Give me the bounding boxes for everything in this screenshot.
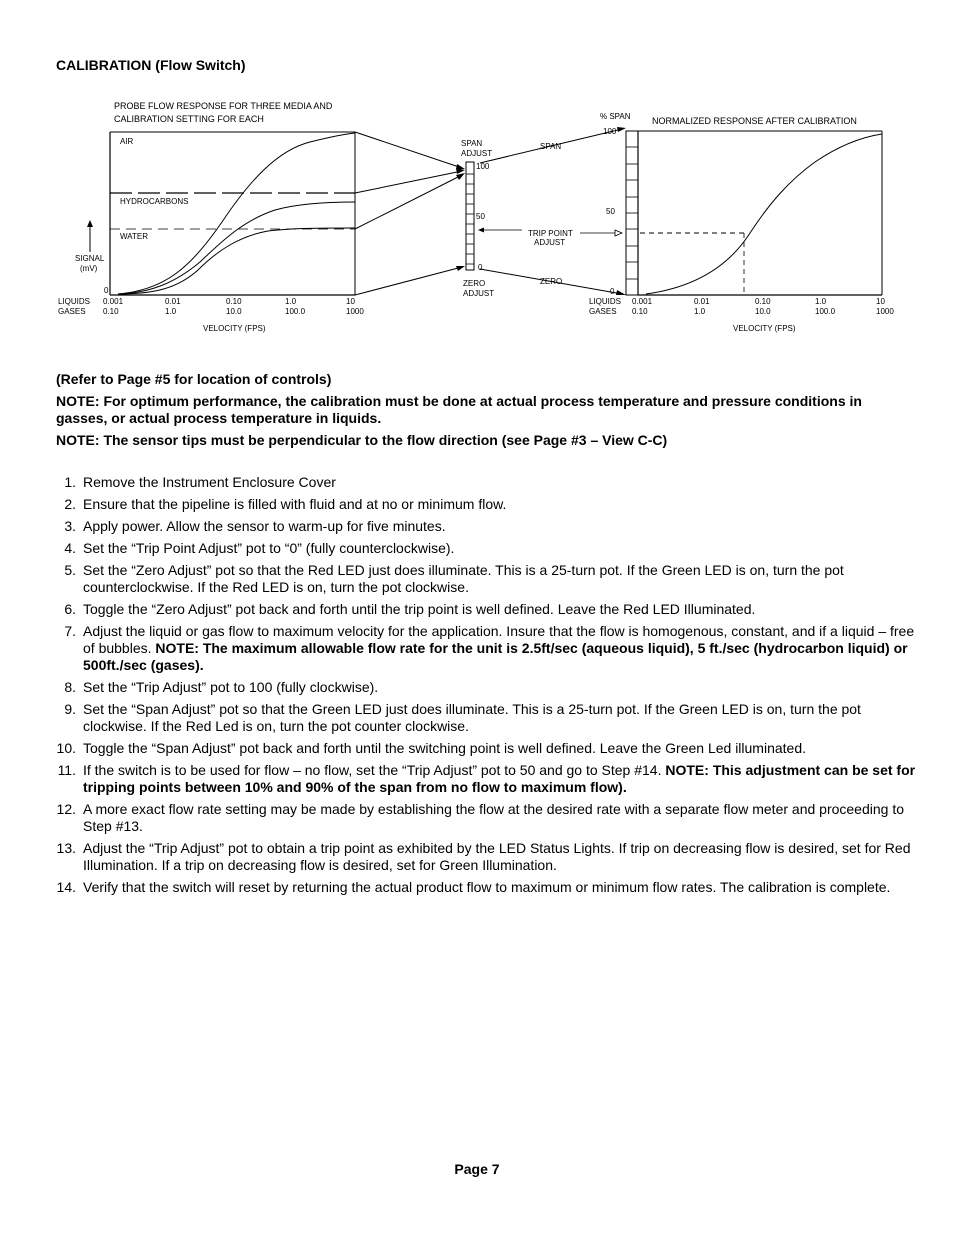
step-number: 10.: [56, 740, 76, 756]
left-gas-tick: 100.0: [285, 307, 306, 316]
step-text: Set the “Trip Point Adjust” pot to “0” (fully counterclockwise).: [83, 540, 455, 556]
right-gas-tick: 1.0: [694, 307, 706, 316]
span-adjust-label-line1: SPAN: [461, 139, 483, 148]
pot-tick-0: 0: [478, 263, 483, 272]
left-liquid-tick: 1.0: [285, 297, 297, 306]
pct-span-label: % SPAN: [600, 112, 631, 121]
step-text: Toggle the “Zero Adjust” pot back and forth until the trip point is well defined. Leave the Red LED Illuminated.: [83, 601, 756, 617]
step-item: [56, 879, 916, 896]
zero-adjust-label-line1: ZERO: [463, 279, 486, 288]
step-number: 4.: [64, 540, 76, 556]
step-text: Verify that the switch will reset by returning the actual product flow to maximum or minimum flow rates. The calibration is complete.: [83, 879, 891, 895]
left-liquid-tick: 0.10: [226, 297, 242, 306]
step-number: 13.: [56, 840, 76, 856]
right-gas-tick: 1000: [876, 307, 894, 316]
step-number: 1.: [64, 474, 76, 490]
step-item: [56, 518, 916, 535]
left-row-gases: GASES: [58, 307, 86, 316]
step-bold-note: NOTE: The maximum allowable flow rate for the unit is 2.5ft/sec (aqueous liquid), 5 ft./sec (hydrocarbon liquid) or 500ft./sec (gases).: [83, 640, 908, 673]
step-number: 9.: [64, 701, 76, 717]
step-number: 2.: [64, 496, 76, 512]
air-label: AIR: [120, 137, 134, 146]
trip-point-label-line2: ADJUST: [534, 238, 566, 247]
step-item: [56, 562, 916, 596]
air-to-span-line: [355, 132, 462, 168]
pct-scale-ticks: [626, 147, 638, 279]
step-item: [56, 801, 916, 835]
page-number: Page 7: [454, 1161, 500, 1177]
step-item: [56, 540, 916, 557]
step-text: Toggle the “Span Adjust” pot back and forth until the switching point is well defined. Leave the Green Led illuminated.: [83, 740, 807, 756]
trip-point-label-line1: TRIP POINT: [528, 229, 573, 238]
water-curve: [118, 228, 355, 294]
calibration-figure: [0, 0, 954, 345]
step-number: 6.: [64, 601, 76, 617]
span-adjust-label-line2: ADJUST: [461, 149, 493, 158]
baseline-to-zero-line: [355, 267, 462, 295]
step-text: Set the “Trip Adjust” pot to 100 (fully clockwise).: [83, 679, 379, 695]
step-number: 12.: [56, 801, 76, 817]
calibration-pot: [461, 127, 626, 298]
right-velocity-label: VELOCITY (FPS): [733, 324, 796, 333]
right-title: NORMALIZED RESPONSE AFTER CALIBRATION: [652, 116, 857, 126]
left-gas-tick: 1.0: [165, 307, 177, 316]
step-item: [56, 740, 916, 757]
left-liquid-tick: 10: [346, 297, 355, 306]
step-item: [56, 762, 916, 796]
pot-tick-50: 50: [476, 212, 485, 221]
connectors: [355, 132, 465, 295]
hydrocarbons-curve: [118, 202, 355, 294]
right-liquid-tick: 10: [876, 297, 885, 306]
left-title-line1: PROBE FLOW RESPONSE FOR THREE MEDIA AND: [114, 101, 333, 111]
right-liquid-tick: 0.01: [694, 297, 710, 306]
pct-tick-100: 100: [603, 127, 617, 136]
step-text: Apply power. Allow the sensor to warm-up for five minutes.: [83, 518, 446, 534]
right-row-gases: GASES: [589, 307, 617, 316]
hydrocarbons-to-span-line: [355, 171, 462, 193]
right-liquid-tick: 0.10: [755, 297, 771, 306]
air-curve: [118, 133, 355, 294]
pot-tick-marks: [466, 174, 474, 264]
zero-connector-label: ZERO: [540, 277, 563, 286]
right-liquid-tick: 1.0: [815, 297, 827, 306]
right-gas-tick: 0.10: [632, 307, 648, 316]
trip-right-arrowhead: [615, 230, 622, 236]
step-text: If the switch is to be used for flow – no flow, set the “Trip Adjust” pot to 50 and go to Step #14.: [83, 762, 666, 778]
step-text: Adjust the liquid or gas flow to maximum velocity for the application. Insure that the flow is homogenous, constant, and if a liquid – free of bubbles.: [83, 623, 915, 656]
left-zero-tick: 0: [104, 286, 109, 295]
signal-arrowhead: [87, 220, 93, 227]
step-number: 5.: [64, 562, 76, 578]
hydrocarbons-label: HYDROCARBONS: [120, 197, 189, 206]
pot-tick-100: 100: [476, 162, 490, 171]
step-bold-note: NOTE: This adjustment can be set for tripping points between 10% and 90% of the span from no flow to maximum flow).: [83, 762, 916, 795]
section-heading: CALIBRATION (Flow Switch): [56, 57, 246, 73]
right-liquid-tick: 0.001: [632, 297, 653, 306]
water-to-span-arrowhead: [456, 173, 465, 180]
step-number: 14.: [56, 879, 76, 895]
span-connector-label: SPAN: [540, 142, 562, 151]
step-item: [56, 623, 916, 674]
notes-block: [56, 371, 916, 454]
water-label: WATER: [120, 232, 148, 241]
span-connector-arrowhead: [617, 127, 626, 132]
left-row-liquids: LIQUIDS: [58, 297, 91, 306]
signal-unit: (mV): [80, 264, 98, 273]
left-gas-tick: 10.0: [226, 307, 242, 316]
zero-connector-arrowhead: [616, 290, 626, 295]
step-item: [56, 840, 916, 874]
step-item: [56, 474, 916, 491]
step-item: [56, 679, 916, 696]
step-text: Remove the Instrument Enclosure Cover: [83, 474, 336, 490]
step-text: Set the “Zero Adjust” pot so that the Red LED just does illuminate. This is a 25-turn pot. If the Green LED is on, turn the pot counterclockwise. If the Red LED is on, turn the pot clockwise.: [83, 562, 844, 595]
step-text: Ensure that the pipeline is filled with fluid and at no or minimum flow.: [83, 496, 507, 512]
right-row-liquids: LIQUIDS: [589, 297, 622, 306]
normalized-curve: [646, 134, 882, 294]
pct-tick-0: 0: [610, 287, 615, 296]
zero-adjust-label-line2: ADJUST: [463, 289, 495, 298]
sensor-tips-note: NOTE: The sensor tips must be perpendicular to the flow direction (see Page #3 – View C-C): [56, 432, 668, 448]
step-text: Adjust the “Trip Adjust” pot to obtain a trip point as exhibited by the LED Status Lights. If trip on decreasing flow is desired, set for Red Illumination. If a trip on decreasing flow is desired, set for Green Illumination.: [83, 840, 911, 873]
step-item: [56, 701, 916, 735]
step-item: [56, 601, 916, 618]
step-text: Set the “Span Adjust” pot so that the Green LED just does illuminate. This is a 25-turn pot. If the Green LED is on, turn the pot clockwise. If the Red Led is on, turn the pot counter clockwise.: [83, 701, 861, 734]
left-gas-tick: 1000: [346, 307, 364, 316]
right-gas-tick: 10.0: [755, 307, 771, 316]
step-item: [56, 496, 916, 513]
right-gas-tick: 100.0: [815, 307, 836, 316]
signal-label: SIGNAL: [75, 254, 105, 263]
step-number: 3.: [64, 518, 76, 534]
controls-reference: (Refer to Page #5 for location of controls): [56, 371, 332, 387]
step-number: 7.: [64, 623, 76, 639]
left-graph: [58, 101, 364, 333]
left-velocity-label: VELOCITY (FPS): [203, 324, 266, 333]
left-title-line2: CALIBRATION SETTING FOR EACH: [114, 114, 264, 124]
calibration-steps: [56, 474, 916, 901]
step-number: 8.: [64, 679, 76, 695]
left-liquid-tick: 0.01: [165, 297, 181, 306]
left-gas-tick: 0.10: [103, 307, 119, 316]
right-graph: [589, 112, 894, 333]
step-text: A more exact flow rate setting may be made by establishing the flow at the desired rate with a separate flow meter and proceeding to Step #13.: [83, 801, 905, 834]
pct-tick-50: 50: [606, 207, 615, 216]
baseline-to-zero-arrowhead: [456, 266, 465, 271]
performance-note: NOTE: For optimum performance, the calibration must be done at actual process temperature and pressure conditions in gasses, or actual process temperature in liquids.: [56, 393, 862, 426]
water-to-span-line: [355, 175, 462, 229]
trip-left-arrowhead: [478, 228, 484, 233]
air-to-span-arrowhead: [456, 164, 465, 169]
step-number: 11.: [57, 762, 76, 778]
left-liquid-tick: 0.001: [103, 297, 124, 306]
